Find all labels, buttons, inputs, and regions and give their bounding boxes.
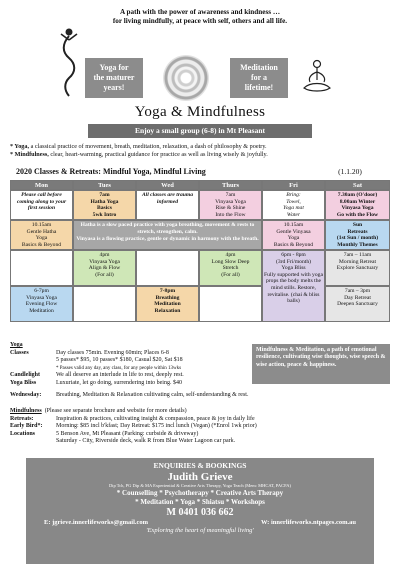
mindfulness-section [10,408,390,446]
detail-key [10,357,56,365]
sat-vinyasa-flow: 7.30am (O'door) 8.00am Winter Vinyasa Yoga Go with the Flow [325,190,390,220]
mind-key [10,438,56,446]
timetable-title: 2020 Classes & Retreats: Mindful Yoga, Mindful Living [16,167,206,176]
wed-empty-slot [136,250,199,286]
enquiries-footer [26,458,374,564]
day-header-tues: Tues [73,180,136,190]
detail-key: Candlelight [10,372,41,379]
mind-key: Early Bird*: [10,423,43,430]
thu-vinyasa-rise: 7am Vinyasa Yoga Rise & Shine Into the Flow [199,190,262,220]
detail-val: 5 passes* $95, 10 passes* $180, Casual $20, Sat $18 [56,357,183,364]
motto: 'Exploring the heart of meaningful living' [146,527,254,534]
thu-empty-slot [199,286,262,322]
services-line-1: * Counselling * Psychotherapy * Creative Arts Therapy [116,489,284,497]
detail-val [56,342,250,350]
phone-number[interactable]: M 0401 036 662 [166,507,234,518]
mind-key: Retreats: [10,415,34,422]
mind-val: Saturday - City, Riverside deck, walk R from Blue Water Lagoon car park. [56,438,236,445]
detail-key: Yoga [10,342,23,348]
detail-key: Yoga Bliss [10,379,37,386]
contact-row [26,519,374,526]
detail-row [10,357,250,365]
mon-gentle-hatha: 10.15am Gentle Hatha Yoga Basics & Beyond [10,220,73,250]
mon-empty-slot [10,250,73,286]
yoga-details [10,342,250,388]
mindfulness-row [10,438,390,446]
mindfulness-heading: Mindfulness [10,408,42,414]
mind-val: 5 Benson Ave, Mt Pleasant (Parking: curbside & driveway) [56,430,199,437]
enquiries-heading: ENQUIRIES & BOOKINGS [153,461,247,470]
fri-bring-note: Bring: Towel, Yoga mat Water [262,190,325,220]
day-header-fri: Fri [262,180,325,190]
yoga-maturer-years-box: Yoga for the maturer years! [85,58,143,98]
intro-yoga-text: a classical practice of movement, breath, meditation, relaxation, a dash of philosophy & poetry. [29,143,267,150]
detail-val: Day classes 75min. Evening 60min; Places 6-8 [56,349,169,356]
small-group-banner: Enjoy a small group (6-8) in Mt Pleasant [88,124,312,138]
detail-row [10,380,250,388]
tue-hatha-basics: 7am Hatha Yoga Basics 5wk Intro [73,190,136,220]
tue-empty-slot [73,286,136,322]
timetable-version: (1.1.20) [338,167,362,176]
dancer-figure-icon [58,26,80,98]
services-line-2: * Meditation * Yoga * Shiatsu * Workshops [135,497,265,506]
sun-retreats: Sun Retreats (1st Sun / month) Monthly Themes [325,220,390,250]
detail-row [10,372,250,380]
wednesday-row [10,392,390,400]
day-header-wed: Wed [136,180,199,190]
mindfulness-heading-note: (Please see separate brochure and website for more details) [44,408,187,414]
mon-evening-flow: 6-7pm Vinyasa Yoga Evening Flow Meditation [10,286,73,322]
mon-call-note: Please call before coming along to your first session [10,190,73,220]
timetable-header [10,167,390,179]
mind-key: Locations [10,430,36,437]
fri-yoga-bliss: 6pm - 8pm (3rd Fri/month) Yoga Bliss Fully supported with yoga props the body melts the mind stills. Restore, revitalise. (chai & bliss balls) [262,250,325,322]
intro-text [10,143,390,159]
fri-gentle-vinyasa: 10.15am Gentle Vinyasa Yoga Basics & Beyond [262,220,325,250]
day-header-mon: Mon [10,180,73,190]
mindfulness-note-box: Mindfulness & Meditation, a path of emotional resilience, cultivating wise thoughts, wise speech & wise action, peace & happiness. [252,344,390,384]
email-link[interactable]: E: jgrieve.innerlifeworks@gmail.com [44,519,149,526]
wed-breathing-meditation: 7-8pm Breathing Meditation Relaxation [136,286,199,322]
detail-row [10,342,250,350]
spiral-shell-icon [163,55,209,101]
detail-key [10,365,56,373]
qualifications: Dip Tch, PG Dip & MA Experiential & Creative Arts Therapy, Yoga Teach (Mem: MHCAT, PACFA) [108,483,292,488]
day-header-thurs: Thurs [199,180,262,190]
sat-day-retreat: 7am – 3pm Day Retreat Deepen Sanctuary [325,286,390,322]
mind-val: Morning: $85 incl b'kfast; Day Retreat: $175 incl lunch (Vegan) (*Enrol 1wk prior) [56,423,257,430]
thu-long-stretch: 4pm Long Slow Deep Stretch (For all) [199,250,262,286]
intro-yoga-label: * Yoga, [10,143,30,150]
wed-trauma-note: All classes are trauma informed [136,190,199,220]
detail-val: We all deserve an interlude in life to rest, deeply rest. [56,372,184,379]
meditation-lifetime-box: Meditation for a lifetime! [230,58,288,98]
page-title: Yoga & Mindfulness [134,104,266,120]
style-description-band: Hatha is a slow paced practice with yoga breathing, movement & rests to stretch, strengthen, calm. Vinyasa is a flowing practice, gentle or dynamic in harmony with the breath. [73,220,262,250]
detail-key: Classes [10,349,29,356]
timetable-grid [10,180,390,338]
meditating-figure-icon [300,58,334,94]
mind-val: Inspiration & practices, cultivating insight & compassion, peace & joy in daily life [56,415,255,422]
detail-key: Wednesday: [10,392,42,398]
mindfulness-row [10,423,390,431]
tagline: A path with the power of awareness and kindness … for living mindfully, at peace with self, others and all life. [112,8,288,25]
detail-val: Breathing, Meditation & Relaxation cultivating calm, self-understanding & rest. [56,392,249,398]
tue-vinyasa-align: 4pm Vinyasa Yoga Align & Flow (For all) [73,250,136,286]
detail-val: Luxuriate, let go doing, surrendering into being. $40 [56,379,182,386]
website-link[interactable]: W: innerlifeworks.ntpages.com.au [261,519,356,526]
intro-mindfulness-text: clear, heart-warming, practical guidance for practice as well as living wisely & joyfully. [48,151,268,158]
contact-name: Judith Grieve [167,471,233,483]
intro-mindfulness-label: * Mindfulness, [10,151,49,158]
sat-morning-retreat: 7am – 11am Morning Retreat Explore Sanctuary [325,250,390,286]
day-header-sat: Sat [325,180,390,190]
detail-val: * Passes valid any day, any class, for any people within 13wks [56,365,182,371]
